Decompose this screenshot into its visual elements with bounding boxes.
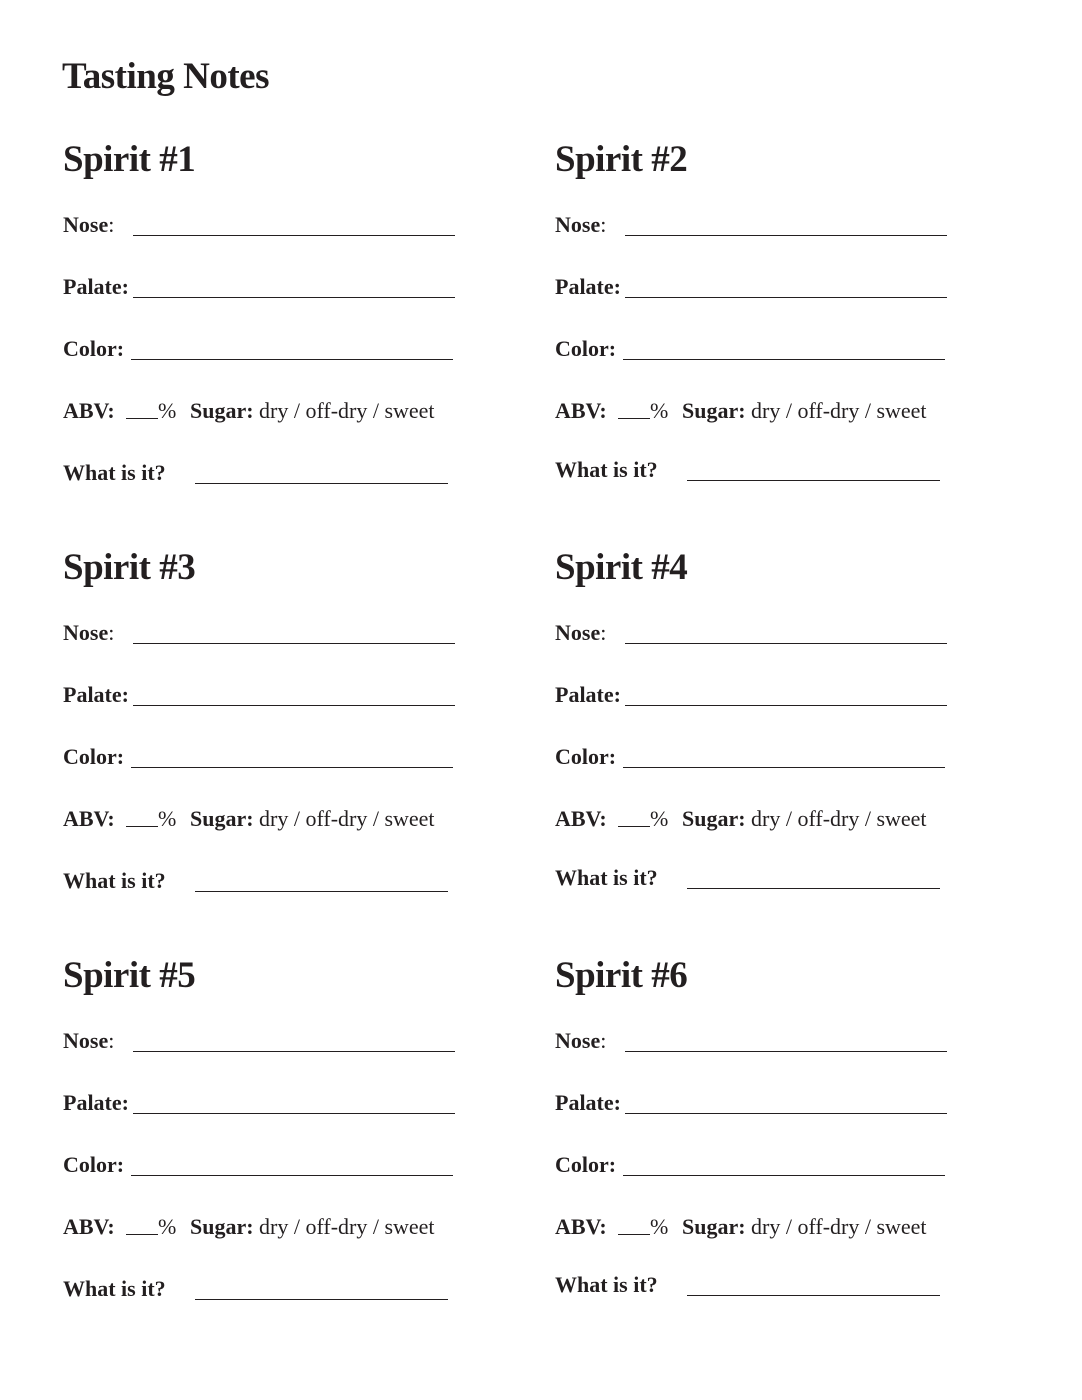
palate-row: [63, 273, 463, 301]
palate-field[interactable]: [625, 705, 947, 706]
palate-row: [555, 681, 955, 709]
spirit-title: Spirit #6: [555, 955, 688, 996]
color-label: Color:: [63, 336, 125, 361]
abv-label: ABV:: [63, 398, 115, 423]
nose-field[interactable]: [133, 1051, 455, 1052]
color-field[interactable]: [131, 1175, 453, 1176]
what-field[interactable]: [195, 483, 448, 484]
abv-field[interactable]: [618, 826, 650, 827]
what-field[interactable]: [687, 1295, 940, 1296]
sugar-label: Sugar:: [190, 1214, 254, 1239]
abv-field[interactable]: [618, 418, 650, 419]
what-row: [555, 1271, 955, 1299]
what-row: [555, 456, 955, 484]
color-field[interactable]: [623, 359, 945, 360]
what-label: What is it?: [63, 460, 166, 485]
abv-percent: %: [158, 1214, 177, 1239]
what-field[interactable]: [687, 888, 940, 889]
palate-label: Palate:: [555, 682, 621, 707]
nose-field[interactable]: [625, 1051, 947, 1052]
what-row: [63, 867, 463, 895]
palate-row: [63, 1089, 463, 1117]
spirit-card-6: [554, 957, 954, 1317]
palate-row: [555, 1089, 955, 1117]
color-row: [63, 335, 463, 363]
color-row: [555, 335, 955, 363]
sugar-options[interactable]: dry / off-dry / sweet: [751, 806, 927, 831]
sugar-options[interactable]: dry / off-dry / sweet: [259, 1214, 435, 1239]
nose-row: [555, 211, 955, 239]
color-row: [63, 743, 463, 771]
sugar-label: Sugar:: [682, 398, 746, 423]
color-field[interactable]: [131, 359, 453, 360]
spirit-title: Spirit #3: [63, 547, 196, 588]
what-label: What is it?: [555, 457, 658, 482]
palate-field[interactable]: [133, 297, 455, 298]
nose-field[interactable]: [625, 235, 947, 236]
nose-row: [63, 211, 463, 239]
what-field[interactable]: [195, 891, 448, 892]
nose-label: Nose:: [63, 620, 115, 645]
abv-sugar-row: [63, 805, 463, 833]
spirit-card-2: [554, 141, 954, 501]
sugar-label: Sugar:: [682, 1214, 746, 1239]
sugar-options[interactable]: dry / off-dry / sweet: [751, 398, 927, 423]
sugar-label: Sugar:: [190, 806, 254, 831]
abv-percent: %: [158, 398, 177, 423]
sugar-label: Sugar:: [682, 806, 746, 831]
palate-label: Palate:: [555, 274, 621, 299]
palate-label: Palate:: [63, 1090, 129, 1115]
abv-sugar-row: [555, 397, 955, 425]
color-field[interactable]: [623, 767, 945, 768]
nose-label: Nose:: [555, 1028, 607, 1053]
color-field[interactable]: [131, 767, 453, 768]
nose-row: [555, 1027, 955, 1055]
color-row: [555, 1151, 955, 1179]
abv-label: ABV:: [63, 1214, 115, 1239]
abv-sugar-row: [63, 397, 463, 425]
what-field[interactable]: [687, 480, 940, 481]
abv-label: ABV:: [555, 1214, 607, 1239]
what-label: What is it?: [555, 865, 658, 890]
palate-field[interactable]: [625, 1113, 947, 1114]
nose-field[interactable]: [133, 643, 455, 644]
spirit-card-1: [62, 141, 462, 501]
color-label: Color:: [63, 1152, 125, 1177]
what-row: [63, 1275, 463, 1303]
color-label: Color:: [555, 744, 617, 769]
palate-label: Palate:: [555, 1090, 621, 1115]
what-row: [555, 864, 955, 892]
palate-row: [63, 681, 463, 709]
color-label: Color:: [63, 744, 125, 769]
abv-percent: %: [650, 398, 669, 423]
nose-row: [555, 619, 955, 647]
palate-label: Palate:: [63, 274, 129, 299]
abv-percent: %: [650, 1214, 669, 1239]
abv-label: ABV:: [555, 806, 607, 831]
palate-field[interactable]: [625, 297, 947, 298]
nose-label: Nose:: [63, 212, 115, 237]
abv-sugar-row: [555, 805, 955, 833]
palate-field[interactable]: [133, 705, 455, 706]
abv-percent: %: [158, 806, 177, 831]
abv-sugar-row: [555, 1213, 955, 1241]
color-row: [555, 743, 955, 771]
abv-label: ABV:: [555, 398, 607, 423]
abv-label: ABV:: [63, 806, 115, 831]
nose-label: Nose:: [555, 620, 607, 645]
spirit-title: Spirit #5: [63, 955, 196, 996]
palate-label: Palate:: [63, 682, 129, 707]
palate-row: [555, 273, 955, 301]
sugar-label: Sugar:: [190, 398, 254, 423]
abv-field[interactable]: [618, 1234, 650, 1235]
nose-field[interactable]: [625, 643, 947, 644]
spirit-title: Spirit #1: [63, 139, 196, 180]
spirit-card-3: [62, 549, 462, 909]
abv-field[interactable]: [126, 418, 158, 419]
spirit-title: Spirit #2: [555, 139, 688, 180]
nose-label: Nose:: [555, 212, 607, 237]
palate-field[interactable]: [133, 1113, 455, 1114]
spirit-title: Spirit #4: [555, 547, 688, 588]
what-label: What is it?: [63, 868, 166, 893]
sugar-options[interactable]: dry / off-dry / sweet: [751, 1214, 927, 1239]
color-label: Color:: [555, 1152, 617, 1177]
color-field[interactable]: [623, 1175, 945, 1176]
abv-field[interactable]: [126, 826, 158, 827]
abv-sugar-row: [63, 1213, 463, 1241]
spirit-card-5: [62, 957, 462, 1317]
what-field[interactable]: [195, 1299, 448, 1300]
abv-field[interactable]: [126, 1234, 158, 1235]
nose-row: [63, 1027, 463, 1055]
sugar-options[interactable]: dry / off-dry / sweet: [259, 806, 435, 831]
what-label: What is it?: [555, 1272, 658, 1297]
page-title: Tasting Notes: [62, 56, 269, 97]
nose-row: [63, 619, 463, 647]
abv-percent: %: [650, 806, 669, 831]
color-row: [63, 1151, 463, 1179]
what-row: [63, 459, 463, 487]
what-label: What is it?: [63, 1276, 166, 1301]
nose-label: Nose:: [63, 1028, 115, 1053]
sugar-options[interactable]: dry / off-dry / sweet: [259, 398, 435, 423]
nose-field[interactable]: [133, 235, 455, 236]
color-label: Color:: [555, 336, 617, 361]
spirit-card-4: [554, 549, 954, 909]
